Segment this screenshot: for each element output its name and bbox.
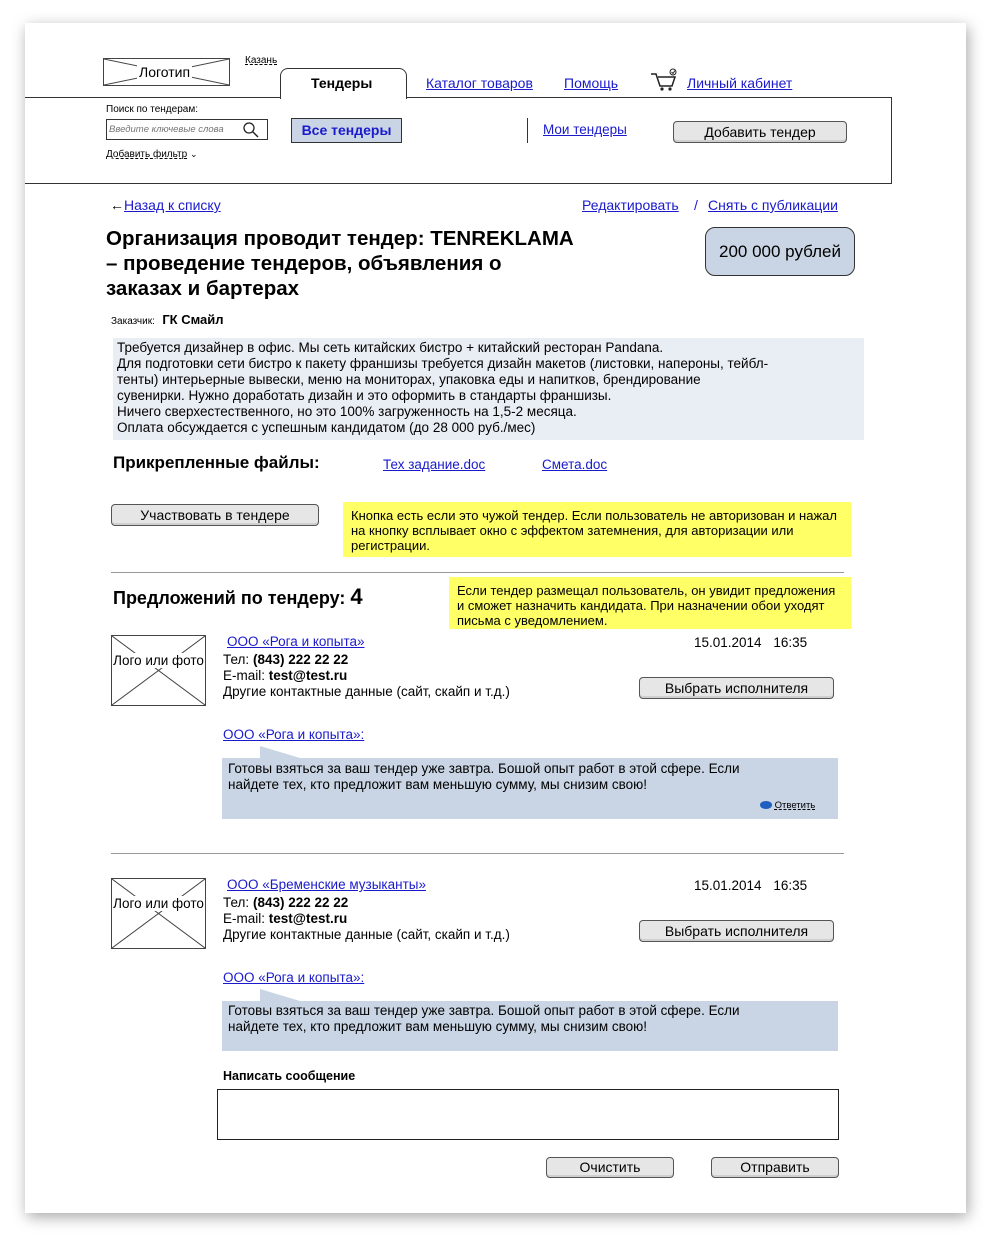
description-line: Требуется дизайнер в офис. Мы сеть китайских бистро + китайский ресторан Pandana. <box>117 340 664 355</box>
city-link[interactable]: Казань <box>245 55 278 66</box>
description-line: Оплата обсуждается с успешным кандидатом (до 28 000 руб./мес) <box>117 420 536 435</box>
send-button-label: Отправить <box>740 1159 810 1175</box>
offer-phone <box>223 652 348 668</box>
reply-author-link[interactable]: ООО «Рога и копыта»: <box>223 970 365 985</box>
reply-action-label: Ответить <box>774 800 816 811</box>
reply-author-link[interactable]: ООО «Рога и копыта»: <box>223 727 365 742</box>
unpublish-link[interactable]: Снять с публикации <box>708 197 838 213</box>
reply-text-line: Готовы взяться за ваш тендер уже завтра. Бошой опыт работ в этой сфере. Если <box>228 1003 740 1018</box>
offer-other-contacts: Другие контактные данные (сайт, скайп и т.д.) <box>223 927 510 942</box>
search-input[interactable] <box>109 122 237 136</box>
description-line: Для подготовки сети бистро к пакету франшизы требуется дизайн макетов (листовки, напероны, тейбл- <box>117 356 769 371</box>
file-link-estimate[interactable]: Смета.doc <box>542 457 608 472</box>
clear-button[interactable] <box>546 1157 674 1178</box>
reply-text-line: найдете тех, кто предложит вам меньшую сумму, мы снизим свою! <box>228 777 648 792</box>
back-link[interactable] <box>110 197 221 213</box>
description-line: сувенирки. Нужно доработать дизайн и это оформить в стандарты франшизы. <box>117 388 612 403</box>
clear-button-label: Очистить <box>579 1159 641 1175</box>
choose-executor-label: Выбрать исполнителя <box>664 923 809 939</box>
message-label: Написать сообщение <box>223 1069 356 1083</box>
offer-datetime <box>694 878 807 893</box>
cart-icon[interactable] <box>650 68 680 92</box>
nav-separator: / <box>694 197 698 213</box>
offers-heading-label: Предложений по тендеру: <box>113 588 346 608</box>
speech-pointer <box>260 989 300 1001</box>
my-tenders-link[interactable]: Мои тендеры <box>543 122 627 137</box>
offer-email-label: E-mail: <box>223 668 266 683</box>
back-link-label: Назад к списку <box>124 197 221 213</box>
participate-button[interactable] <box>111 504 319 526</box>
divider <box>111 572 844 573</box>
choose-executor-button[interactable] <box>639 677 834 699</box>
reply-action[interactable] <box>760 800 815 811</box>
search-icon[interactable] <box>242 121 260 139</box>
description-line: тенты) интерьерные вывески, меню на мониторах, упаковка еды и напитков, брендирование <box>117 372 701 387</box>
tender-description <box>113 338 864 440</box>
offer-phone-label: Тел: <box>223 895 250 910</box>
message-textarea[interactable] <box>217 1089 839 1140</box>
add-tender-label: Добавить тендер <box>704 124 816 140</box>
tab-cabinet[interactable]: Личный кабинет <box>687 75 793 91</box>
customer <box>111 311 224 329</box>
tab-help[interactable]: Помощь <box>564 75 619 91</box>
add-filter-link[interactable] <box>106 149 198 160</box>
offer-date: 15.01.2014 <box>694 878 762 893</box>
offer-logo-placeholder <box>111 635 206 706</box>
price-badge <box>705 227 855 276</box>
reply-bubble <box>222 758 838 819</box>
edit-link[interactable]: Редактировать <box>582 197 679 213</box>
choose-executor-label: Выбрать исполнителя <box>664 680 809 696</box>
offer-email <box>223 911 347 927</box>
tender-title <box>106 226 686 301</box>
offer-other-contacts: Другие контактные данные (сайт, скайп и т.д.) <box>223 684 510 699</box>
all-tenders-label: Все тендеры <box>301 122 392 138</box>
offers-count: 4 <box>350 584 363 609</box>
offer-email <box>223 668 347 684</box>
send-button[interactable] <box>711 1157 839 1178</box>
offer-logo-text: Лого или фото <box>113 896 204 911</box>
offer-phone-label: Тел: <box>223 652 250 667</box>
add-tender-button[interactable] <box>673 121 847 143</box>
search-field[interactable] <box>106 119 268 140</box>
participate-label: Участвовать в тендере <box>140 507 290 523</box>
divider-vertical <box>527 118 528 143</box>
tab-catalog[interactable]: Каталог товаров <box>426 75 533 91</box>
offer-email-value: test@test.ru <box>268 911 348 926</box>
tender-title-line: заказах и бартерах <box>106 277 300 300</box>
speech-pointer <box>260 746 300 758</box>
annotation-note: Если тендер размещал пользователь, он увидит предложения и сможет назначить кандидата. При назначении обои уходят письма с уведомлением. <box>449 577 851 629</box>
reply-text-line: найдете тех, кто предложит вам меньшую сумму, мы снизим свою! <box>228 1019 648 1034</box>
offer-phone <box>223 895 348 911</box>
speech-bubble-icon <box>760 801 772 809</box>
offer-email-value: test@test.ru <box>268 668 348 683</box>
choose-executor-button[interactable] <box>639 920 834 942</box>
description-line: Ничего сверхестественного, но это 100% загруженность на 1,5-2 месяца. <box>117 404 577 419</box>
arrow-left-icon: ← <box>110 197 124 213</box>
chevron-down-icon: ⌄ <box>189 149 198 159</box>
offer-company-link[interactable]: ООО «Бременские музыканты» <box>227 877 426 892</box>
offer-phone-value: (843) 222 22 22 <box>252 895 349 910</box>
file-link-spec[interactable]: Тех задание.doc <box>383 457 486 472</box>
tab-tenders[interactable] <box>280 68 407 99</box>
logo-text: Логотип <box>139 64 191 80</box>
logo-placeholder[interactable] <box>103 58 230 86</box>
customer-name: ГК Смайл <box>162 312 224 327</box>
divider <box>111 853 844 854</box>
customer-label: Заказчик: <box>111 316 155 327</box>
tender-title-line: – проведение тендеров, объявления о <box>106 252 502 275</box>
tab-tenders-label: Тендеры <box>311 75 373 91</box>
offer-date: 15.01.2014 <box>694 635 762 650</box>
price-value: 200 000 рублей <box>719 242 841 261</box>
offer-email-label: E-mail: <box>223 911 266 926</box>
add-filter-label: Добавить фильтр <box>106 149 188 160</box>
offer-phone-value: (843) 222 22 22 <box>252 652 349 667</box>
offer-time: 16:35 <box>773 878 808 893</box>
offer-company-link[interactable]: ООО «Рога и копыта» <box>227 634 365 649</box>
reply-bubble <box>222 1001 838 1051</box>
files-label: Прикрепленные файлы: <box>113 453 320 472</box>
annotation-note: Кнопка есть если это чужой тендер. Если пользователь не авторизован и нажал на кнопку всплывает окно с эффектом затемнения, для авторизации или регистрации. <box>343 502 851 557</box>
search-label: Поиск по тендерам: <box>106 104 198 115</box>
tender-title-line: Организация проводит тендер: TENREKLAMA <box>106 227 574 250</box>
offer-time: 16:35 <box>773 635 808 650</box>
all-tenders-button[interactable] <box>291 118 402 143</box>
reply-text-line: Готовы взяться за ваш тендер уже завтра. Бошой опыт работ в этой сфере. Если <box>228 761 740 776</box>
offers-heading <box>113 584 363 610</box>
offer-logo-placeholder <box>111 878 206 949</box>
offer-datetime <box>694 635 807 650</box>
offer-logo-text: Лого или фото <box>113 653 204 668</box>
